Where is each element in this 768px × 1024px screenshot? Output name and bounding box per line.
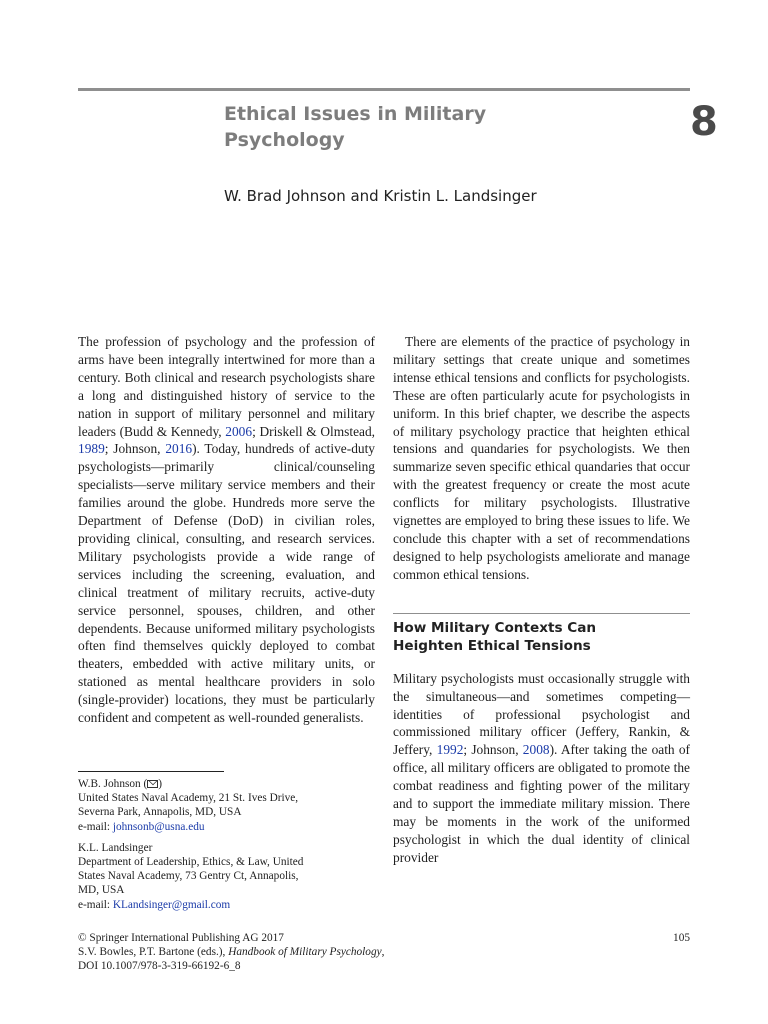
- left-column: [78, 333, 375, 727]
- citation-link[interactable]: 2006: [225, 423, 253, 439]
- chapter-title: Ethical Issues in Military Psychology: [224, 103, 487, 151]
- citation-link[interactable]: 1989: [78, 441, 105, 457]
- doi-line: DOI 10.1007/978-3-319-66192-6_8: [78, 960, 241, 973]
- page-number: 105: [673, 932, 690, 944]
- citation-link[interactable]: 2008: [522, 742, 550, 758]
- book-title: Handbook of Military Psychology: [228, 946, 382, 959]
- chapter-number: 8: [690, 99, 718, 145]
- email-link[interactable]: KLandsinger@gmail.com: [112, 898, 231, 911]
- citation-link[interactable]: 2016: [165, 441, 193, 457]
- section-paragraph: Military psychologists must occasionally struggle with the simultaneous—and sometimes competing—identities of professional psychologist and commissioned military officer (Jeffery, Rankin, & Jeffery, 1992; Johnson, 2008). After taking the oath of office, all military officers are obligated to promote the combat readiness and fighting power of the military and to support the immediate military mission. There may be moments in the work of the uniformed psychologist in which the dual identity of clinical provider: [393, 670, 690, 865]
- affiliation-johnson: W.B. Johnson ( ) United States Naval Academy, 21 St. Ives Drive, Severna Park, Annapolis, MD, USA e-mail: johnsonb@usna.edu: [78, 778, 299, 833]
- envelope-icon: [147, 780, 158, 788]
- citation-link[interactable]: 1992: [436, 742, 464, 758]
- section-divider: [393, 613, 690, 614]
- top-rule: [78, 88, 690, 91]
- intro-paragraph: The profession of psychology and the profession of arms have been integrally intertwined for more than a century. Both clinical and research psychologists share a long and distinguished history of service to the nation in support of military personnel and military leaders (Budd & Kennedy, 2006; Driskell & Olmstead, 1989; Johnson, 2016). Today, hundreds of active-duty psychologists—primarily clinical/counseling specialists—serve military service members and their families around the globe. Hundreds more serve the Department of Defense (DoD) in civilian roles, providing clinical, consulting, and research services. Military psychologists provide a wide range of services including the screening, evaluation, and clinical treatment of military recruits, active-duty service personnel, spouses, children, and other dependents. Because uniformed military psychologists often find themselves quickly deployed to combat theaters, embedded with active military units, or stationed as mental healthcare providers in solo (single-provider) locations, they must be particularly confident and competent as well-rounded generalists.: [78, 334, 375, 726]
- author-affiliations: [78, 777, 378, 919]
- overview-paragraph: There are elements of the practice of psychology in military settings that create unique and sometimes intense ethical tensions and conflicts for psychologists. These are often particularly acute for psychologists in uniform. In this brief chapter, we describe the aspects of military psychology practice that heighten ethical tensions and quandaries for psychologists. We then summarize seven specific ethical quandaries that occur with the greatest frequency or create the most acute conflicts for military psychologists. Illustrative vignettes are employed to bring these issues to life. We conclude this chapter with a set of recommendations designed to help psychologists ameliorate and manage common ethical tensions.: [393, 334, 690, 582]
- page-footer: [78, 931, 690, 974]
- chapter-authors: W. Brad Johnson and Kristin L. Landsinger: [224, 187, 537, 205]
- section-heading: How Military Contexts Can Heighten Ethical Tensions: [393, 619, 597, 654]
- footnote-rule: [78, 771, 224, 772]
- copyright-line: © Springer International Publishing AG 2017: [78, 932, 284, 944]
- affiliation-landsinger: K.L. Landsinger Department of Leadership, Ethics, & Law, United States Naval Academy, 73 Gentry Ct, Annapolis, MD, USA e-mail: KLandsinger@gmail.com: [78, 841, 304, 911]
- editors-line: S.V. Bowles, P.T. Bartone (eds.), Handbook of Military Psychology,: [78, 946, 385, 959]
- right-column: [393, 333, 690, 867]
- email-link[interactable]: johnsonb@usna.edu: [112, 820, 205, 833]
